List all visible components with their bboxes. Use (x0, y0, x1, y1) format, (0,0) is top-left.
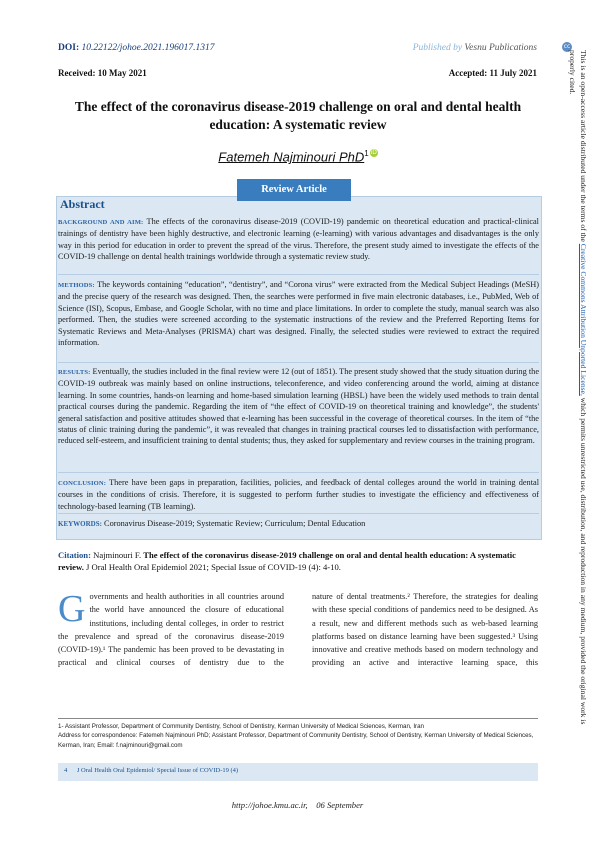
citation-title: The effect of the coronavirus disease-2019 challenge on oral and dental health education: A systematic review. (58, 550, 516, 572)
citation (58, 549, 538, 573)
journal-issue: J Oral Health Oral Epidemiol/ Special Issue of COVID-19 (4) (76, 767, 239, 774)
background-label: BACKGROUND AND AIM: (58, 219, 144, 226)
abstract-divider (58, 472, 539, 473)
footer-journal (64, 767, 238, 774)
author-name[interactable]: Fatemeh Najminouri PhD (218, 149, 365, 165)
keywords-text: Coronavirus Disease-2019; Systematic Review; Curriculum; Dental Education (104, 519, 366, 528)
abstract-background (58, 216, 539, 263)
body-text-1: overnments and health authorities in all countries around the world have announced the closure of educational institutions, including dental colleges, in order to restrict the prevalence and spread of the coronavirus disease-2019 (COVID-19).¹ The pandemic has been proved to be devastating in practical and clinical courses of dentistry due to the (58, 592, 284, 668)
body-column-1 (58, 590, 284, 670)
page-number: 4 (64, 767, 68, 774)
license-after: which permits unrestricted use, distribution, and reproduction in any medium, provided the original work is properly cited. (568, 50, 588, 725)
body-column-2 (312, 590, 538, 670)
abstract-divider (58, 513, 539, 514)
methods-text: The keywords containing “education”, “dentistry”, and “Corona virus” were extracted from the Medical Subject Headings (MeSH) and the precise query of the research was designed. Then, the searches were performed in five main electronic databases, i.e., PubMed, Web of Science (ISI), Scopus, Embase, and Google Scholar, with no time and place limitations. In order to complete the study, manual search was also performed. Then, the studies were screened according to the systematic instructions of the review and the Preferred Reporting Items for Systematic Reviews and Meta-Analyses (PRISMA) chart was designed. Finally, the selected studies were reviewed to extract the required information. (58, 280, 539, 348)
site-line (0, 800, 595, 810)
cc-icon[interactable]: cc (563, 43, 571, 50)
doi-value[interactable]: 10.22122/johoe.2021.196017.1317 (81, 43, 215, 53)
citation-author: Najminouri F. (93, 550, 142, 560)
citation-source: J Oral Health Oral Epidemiol 2021; Special Issue of COVID-19 (4): 4-10. (86, 562, 341, 572)
orcid-icon[interactable]: iD (370, 149, 377, 156)
abstract-heading: Abstract (60, 197, 105, 211)
doi[interactable] (58, 43, 215, 53)
body-text-2: nature of dental treatments.² Therefore, the strategies for dealing with these special conditions of pandemics need to be designed. As a result, new and different methods such as web-based learning platforms based on distance learning have been suggested.³ Using innovative and creative methods based on modern technology and providing an active and interactive learning space, this (312, 592, 538, 668)
site-url[interactable]: http://johoe.kmu.ac.ir, (231, 800, 308, 810)
results-text: Eventually, the studies included in the final review were 12 (out of 1851). The present study showed that the study situation during the COVID-19 outbreak was mainly based on online instructions, teleconference, and video conferencing around the world, aiming at distance learning. In some countries, hands-on learning and home-based simulation learning (HBSL) have been the widely used methods to train dental practical courses during the pandemic. Regarding the item of “the effect of COVID-19 on theoretical training and knowledge”, the students' general satisfaction and positive attitudes showed that e-learning has been successful in the coverage of theoretical courses. In the item of “the status of clinic training during the pandemic”, it was revealed that changes in training practical courses led to dissatisfaction with performance, reduced self-esteem, and insufficient training to dental students; thus, they asked for supplementary and review courses in the training program. (58, 367, 540, 446)
background-text: The effects of the coronavirus disease-2019 (COVID-19) pandemic on theoretical education and practical-clinical trainings of dentistry have been highly destructive, and electronic learning (e-learning) with various advantages and disadvantages is the only way in this period for education in order to prevent the spread of the virus. Therefore, the present study aimed to investigate the effects of the COVID-19 challenge on dental health trainings worldwide through a systematic review study. (58, 217, 539, 262)
results-label: RESULTS: (58, 369, 91, 376)
abstract-divider (58, 274, 539, 275)
doi-label: DOI: (58, 43, 80, 53)
license-sidebar (562, 50, 588, 730)
abstract-results (58, 366, 539, 447)
drop-cap: G (58, 588, 86, 630)
accepted-date: Accepted: 11 July 2021 (448, 68, 537, 78)
license-link[interactable]: Creative Commons Attribution Unported License, (579, 243, 588, 396)
publisher-line (413, 43, 537, 53)
keywords-label: KEYWORDS: (58, 520, 102, 528)
footnote-rule (58, 718, 538, 719)
author-affiliation-marker: 1 (364, 149, 369, 158)
correspondence-note: Address for correspondence: Fatemeh Najminouri PhD; Assistant Professor, Department of Community Dentistry, School of Dentistry, Kerman University of Medical Sciences, Kerman, Iran; Email: f.najminouri@gmail.com (58, 732, 534, 749)
received-date: Received: 10 May 2021 (58, 68, 147, 78)
keywords (58, 518, 539, 530)
footnotes (58, 722, 538, 750)
license-before: This is an open-access article distributed under the terms of the (579, 50, 588, 242)
abstract-divider (58, 362, 539, 363)
author-block (58, 149, 538, 164)
abstract-methods (58, 279, 539, 348)
publisher-name: Vesnu Publications (464, 43, 537, 53)
citation-label: Citation: (58, 550, 91, 560)
license-text (562, 50, 588, 730)
publish-date: 06 September (316, 800, 364, 810)
affiliation-note: 1- Assistant Professor, Department of Community Dentistry, School of Dentistry, Kerman University of Medical Sciences, Kerman, Iran (58, 723, 424, 730)
conclusion-label: CONCLUSION: (58, 480, 106, 487)
methods-label: METHODS: (58, 282, 95, 289)
published-by-label: Published by (412, 43, 463, 53)
abstract-conclusion (58, 477, 539, 512)
article-title: The effect of the coronavirus disease-2019 challenge on oral and dental health education: A systematic review (74, 99, 522, 132)
article-type-badge: Review Article (237, 179, 351, 201)
conclusion-text: There have been gaps in preparation, facilities, policies, and feedback of dental colleges around the world in training dental courses in the conditions of crisis. Therefore, it is suggested to perform further studies to investigate the efficiency and effectiveness of technology-based learning (TB learning). (58, 478, 539, 511)
